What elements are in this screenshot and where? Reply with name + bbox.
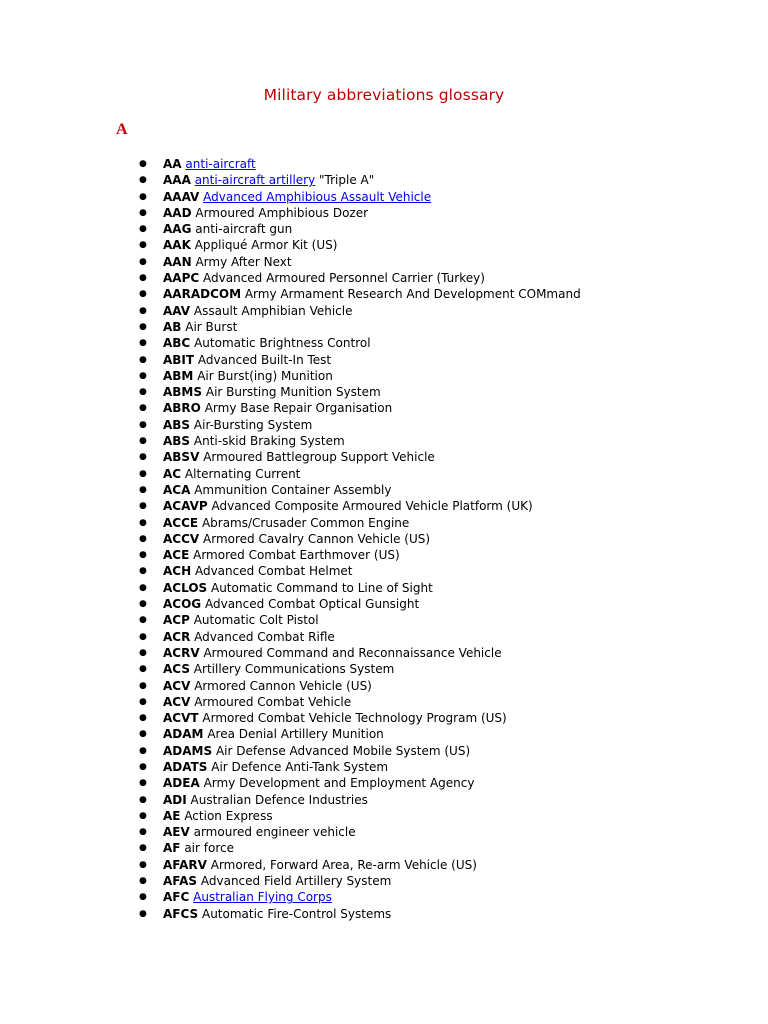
entry-abbreviation: AF <box>163 841 181 856</box>
entry-definition: Army Development and Employment Agency <box>203 776 475 791</box>
bullet-icon: ● <box>139 582 147 593</box>
entry-abbreviation: ACH <box>163 564 192 579</box>
entry-definition: Air-Bursting System <box>193 417 313 432</box>
bullet-icon: ● <box>139 501 147 512</box>
entry-abbreviation: AAN <box>163 254 192 269</box>
entry-link[interactable]: Advanced Amphibious Assault Vehicle <box>203 189 432 204</box>
entry-abbreviation: AAD <box>163 205 192 220</box>
entry-abbreviation: ABSV <box>163 450 200 465</box>
entry-definition: Armoured Battlegroup Support Vehicle <box>203 450 435 465</box>
entry-abbreviation: ACLOS <box>163 580 208 595</box>
list-item <box>0 205 768 221</box>
bullet-icon: ● <box>139 452 147 463</box>
entry-abbreviation: ACOG <box>163 597 202 612</box>
bullet-icon: ● <box>139 729 147 740</box>
entry-abbreviation: AAV <box>163 303 191 318</box>
bullet-icon: ● <box>139 175 147 186</box>
entry-abbreviation: ACE <box>163 548 190 563</box>
bullet-icon: ● <box>139 436 147 447</box>
list-item <box>0 515 768 531</box>
bullet-icon: ● <box>139 680 147 691</box>
bullet-icon: ● <box>139 240 147 251</box>
bullet-icon: ● <box>139 289 147 300</box>
list-item <box>0 189 768 205</box>
entry-definition: Advanced Combat Optical Gunsight <box>204 597 420 612</box>
list-item <box>0 237 768 253</box>
list-item <box>0 612 768 628</box>
entry-link[interactable]: Australian Flying Corps <box>193 890 332 905</box>
entry-definition: Armoured Command and Reconnaissance Vehicle <box>203 645 502 660</box>
entry-definition: air force <box>184 841 234 856</box>
bullet-icon: ● <box>139 843 147 854</box>
bullet-icon: ● <box>139 321 147 332</box>
entry-definition: Advanced Field Artillery System <box>200 874 392 889</box>
list-item <box>0 563 768 579</box>
entry-abbreviation: ADATS <box>163 759 208 774</box>
entry-abbreviation: AB <box>163 319 182 334</box>
entry-definition: Army Armament Research And Development COMmand <box>244 287 581 302</box>
section-heading-a: A <box>116 121 128 138</box>
list-item <box>0 433 768 449</box>
list-item <box>0 417 768 433</box>
entry-definition: Anti-skid Braking System <box>193 434 345 449</box>
list-item <box>0 808 768 824</box>
entry-abbreviation: AAAV <box>163 189 200 204</box>
entry-abbreviation: ACRV <box>163 645 200 660</box>
entry-abbreviation: ACS <box>163 662 190 677</box>
list-item <box>0 857 768 873</box>
bullet-icon: ● <box>139 533 147 544</box>
list-item <box>0 482 768 498</box>
bullet-icon: ● <box>139 615 147 626</box>
bullet-icon: ● <box>139 794 147 805</box>
entry-definition: Armored Cannon Vehicle (US) <box>194 678 372 693</box>
list-item <box>0 775 768 791</box>
list-item <box>0 678 768 694</box>
bullet-icon: ● <box>139 387 147 398</box>
bullet-icon: ● <box>139 908 147 919</box>
list-item <box>0 824 768 840</box>
bullet-icon: ● <box>139 305 147 316</box>
entry-abbreviation: ACCV <box>163 531 200 546</box>
entry-definition: Air Bursting Munition System <box>205 385 381 400</box>
bullet-icon: ● <box>139 224 147 235</box>
entry-definition: Automatic Brightness Control <box>194 336 371 351</box>
abbreviation-list <box>0 156 768 922</box>
entry-definition: Automatic Colt Pistol <box>193 613 319 628</box>
list-item <box>0 221 768 237</box>
bullet-icon: ● <box>139 566 147 577</box>
entry-abbreviation: AE <box>163 808 181 823</box>
list-item <box>0 466 768 482</box>
list-item <box>0 743 768 759</box>
entry-abbreviation: ADAM <box>163 727 204 742</box>
bullet-icon: ● <box>139 517 147 528</box>
entry-abbreviation: ABIT <box>163 352 195 367</box>
bullet-icon: ● <box>139 550 147 561</box>
bullet-icon: ● <box>139 631 147 642</box>
entry-abbreviation: ACR <box>163 629 191 644</box>
list-item <box>0 840 768 856</box>
page-title: Military abbreviations glossary <box>263 86 505 104</box>
list-item <box>0 449 768 465</box>
list-item <box>0 303 768 319</box>
entry-definition: Action Express <box>184 808 273 823</box>
bullet-icon: ● <box>139 207 147 218</box>
entry-abbreviation: AFARV <box>163 857 207 872</box>
entry-abbreviation: ABRO <box>163 401 201 416</box>
entry-definition: Assault Amphibian Vehicle <box>193 303 353 318</box>
entry-definition: Armored Combat Vehicle Technology Program (US) <box>202 711 507 726</box>
bullet-icon: ● <box>139 696 147 707</box>
entry-definition: Armored Combat Earthmover (US) <box>193 548 400 563</box>
entry-definition: Alternating Current <box>184 466 301 481</box>
list-item <box>0 710 768 726</box>
bullet-icon: ● <box>139 647 147 658</box>
entry-abbreviation: AFAS <box>163 874 198 889</box>
list-item <box>0 335 768 351</box>
entry-abbreviation: ADEA <box>163 776 200 791</box>
list-item <box>0 580 768 596</box>
entry-note: "Triple A" <box>315 173 375 188</box>
entry-definition: Automatic Fire-Control Systems <box>201 906 392 921</box>
entry-abbreviation: ABC <box>163 336 191 351</box>
entry-definition: Armored Cavalry Cannon Vehicle (US) <box>203 531 431 546</box>
bullet-icon: ● <box>139 664 147 675</box>
bullet-icon: ● <box>139 403 147 414</box>
entry-definition: Army Base Repair Organisation <box>204 401 393 416</box>
entry-abbreviation: ACCE <box>163 515 199 530</box>
list-item <box>0 270 768 286</box>
entry-abbreviation: AARADCOM <box>163 287 242 302</box>
list-item <box>0 400 768 416</box>
bullet-icon: ● <box>139 468 147 479</box>
entry-abbreviation: ACAVP <box>163 499 208 514</box>
entry-abbreviation: ACV <box>163 678 191 693</box>
entry-abbreviation: ABS <box>163 417 191 432</box>
list-item <box>0 172 768 188</box>
entry-definition: Advanced Composite Armoured Vehicle Platform (UK) <box>211 499 533 514</box>
entry-definition: Ammunition Container Assembly <box>194 482 392 497</box>
entry-abbreviation: AAA <box>163 173 191 188</box>
entry-definition: armoured engineer vehicle <box>193 825 356 840</box>
entry-definition: Armoured Amphibious Dozer <box>195 205 369 220</box>
bullet-icon: ● <box>139 892 147 903</box>
entry-abbreviation: ABM <box>163 368 194 383</box>
entry-abbreviation: AAK <box>163 238 191 253</box>
list-item <box>0 596 768 612</box>
list-item <box>0 319 768 335</box>
entry-abbreviation: ACA <box>163 482 191 497</box>
list-item <box>0 906 768 922</box>
bullet-icon: ● <box>139 256 147 267</box>
entry-abbreviation: AFCS <box>163 906 199 921</box>
bullet-icon: ● <box>139 859 147 870</box>
entry-abbreviation: AA <box>163 157 182 171</box>
bullet-icon: ● <box>139 354 147 365</box>
list-item <box>0 726 768 742</box>
list-item <box>0 254 768 270</box>
bullet-icon: ● <box>139 159 147 169</box>
bullet-icon: ● <box>139 810 147 821</box>
bullet-icon: ● <box>139 338 147 349</box>
entry-abbreviation: ADAMS <box>163 743 213 758</box>
entry-abbreviation: AEV <box>163 825 190 840</box>
entry-definition: Automatic Command to Line of Sight <box>210 580 433 595</box>
list-item <box>0 629 768 645</box>
bullet-icon: ● <box>139 370 147 381</box>
bullet-icon: ● <box>139 713 147 724</box>
entry-definition: Army After Next <box>195 254 292 269</box>
entry-definition: Air Burst(ing) Munition <box>197 368 333 383</box>
list-item <box>0 759 768 775</box>
entry-definition: Advanced Combat Helmet <box>194 564 353 579</box>
entry-definition: Armoured Combat Vehicle <box>194 694 352 709</box>
bullet-icon: ● <box>139 484 147 495</box>
list-item <box>0 156 768 172</box>
entry-abbreviation: ADI <box>163 792 187 807</box>
entry-definition: Advanced Built-In Test <box>197 352 332 367</box>
entry-definition: Advanced Armoured Personnel Carrier (Turkey) <box>203 271 485 286</box>
entry-definition: Armored, Forward Area, Re-arm Vehicle (US) <box>210 857 477 872</box>
entry-abbreviation: ACV <box>163 694 191 709</box>
list-item <box>0 547 768 563</box>
entry-abbreviation: AAG <box>163 222 192 237</box>
list-item <box>0 694 768 710</box>
entry-abbreviation: ABMS <box>163 385 203 400</box>
entry-link[interactable]: anti-aircraft <box>185 157 256 171</box>
list-item <box>0 889 768 905</box>
entry-abbreviation: AAPC <box>163 271 200 286</box>
bullet-icon: ● <box>139 273 147 284</box>
list-item <box>0 645 768 661</box>
entry-definition: Air Defense Advanced Mobile System (US) <box>215 743 471 758</box>
bullet-icon: ● <box>139 827 147 838</box>
entry-definition: Air Defence Anti-Tank System <box>211 759 389 774</box>
entry-definition: anti-aircraft gun <box>195 222 293 237</box>
list-item <box>0 531 768 547</box>
entry-definition: Artillery Communications System <box>193 662 395 677</box>
bullet-icon: ● <box>139 599 147 610</box>
entry-abbreviation: ABS <box>163 434 191 449</box>
list-item <box>0 873 768 889</box>
entry-abbreviation: AFC <box>163 890 190 905</box>
entry-abbreviation: ACVT <box>163 711 199 726</box>
list-item <box>0 352 768 368</box>
entry-abbreviation: ACP <box>163 613 190 628</box>
list-item <box>0 792 768 808</box>
entry-link[interactable]: anti-aircraft artillery <box>194 173 316 188</box>
bullet-icon: ● <box>139 778 147 789</box>
list-item <box>0 661 768 677</box>
bullet-icon: ● <box>139 419 147 430</box>
bullet-icon: ● <box>139 876 147 887</box>
entry-definition: Air Burst <box>185 319 238 334</box>
bullet-icon: ● <box>139 761 147 772</box>
list-item <box>0 498 768 514</box>
bullet-icon: ● <box>139 745 147 756</box>
list-item <box>0 368 768 384</box>
list-item <box>0 286 768 302</box>
entry-definition: Appliqué Armor Kit (US) <box>194 238 338 253</box>
list-item <box>0 384 768 400</box>
entry-definition: Australian Defence Industries <box>190 792 368 807</box>
entry-abbreviation: AC <box>163 466 182 481</box>
bullet-icon: ● <box>139 191 147 202</box>
entry-definition: Abrams/Crusader Common Engine <box>201 515 410 530</box>
entry-definition: Advanced Combat Rifle <box>194 629 335 644</box>
entry-definition: Area Denial Artillery Munition <box>207 727 384 742</box>
